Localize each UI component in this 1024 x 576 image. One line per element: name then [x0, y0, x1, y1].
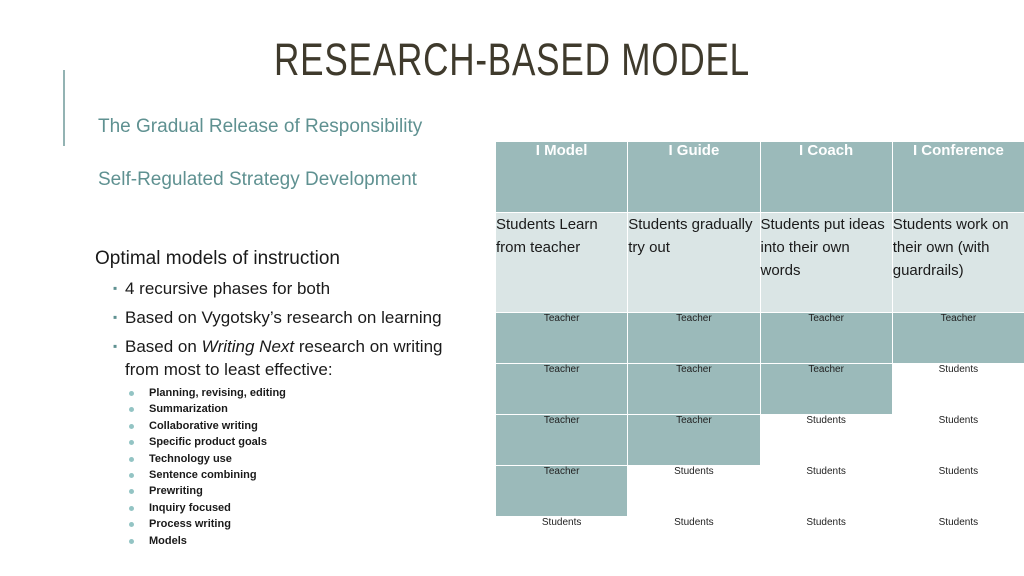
- practice-item: Prewriting: [128, 483, 286, 499]
- column-header: I Guide: [628, 142, 760, 213]
- practice-item: Inquiry focused: [128, 500, 286, 516]
- table-row: [496, 517, 1024, 557]
- responsibility-cell: Students: [760, 466, 892, 517]
- responsibility-cell: Students: [628, 466, 760, 517]
- responsibility-cell: Teacher: [760, 364, 892, 415]
- responsibility-cell: Teacher: [496, 364, 628, 415]
- responsibility-cell: Students: [892, 466, 1024, 517]
- practice-item: Collaborative writing: [128, 418, 286, 434]
- phase-description: Students gradually try out: [628, 213, 760, 313]
- practice-item: Sentence combining: [128, 467, 286, 483]
- subtitle-srsd: Self-Regulated Strategy Development: [98, 169, 417, 190]
- responsibility-cell: Teacher: [628, 364, 760, 415]
- phase-description: Students Learn from teacher: [496, 213, 628, 313]
- phase-description: Students put ideas into their own words: [760, 213, 892, 313]
- practice-item: Technology use: [128, 451, 286, 467]
- table-row: [496, 466, 1024, 517]
- bullet-marker-icon: ▪: [113, 310, 118, 324]
- responsibility-cell: Students: [760, 517, 892, 557]
- practice-item: Specific product goals: [128, 434, 286, 450]
- responsibility-cell: Teacher: [496, 466, 628, 517]
- bullet-marker-icon: ▪: [113, 339, 118, 353]
- table-header-row: [496, 142, 1024, 213]
- practice-item: Models: [128, 533, 286, 549]
- table-row: [496, 313, 1024, 364]
- subtitle-gradual-release: The Gradual Release of Responsibility: [98, 116, 423, 137]
- responsibility-cell: Students: [628, 517, 760, 557]
- bullet-item: ▪ Based on Vygotsky’s research on learning: [113, 308, 442, 327]
- table-row: [496, 364, 1024, 415]
- responsibility-cell: Students: [892, 364, 1024, 415]
- responsibility-cell: Teacher: [892, 313, 1024, 364]
- writing-practices-list: [128, 385, 286, 549]
- responsibility-cell: Students: [760, 415, 892, 466]
- table-description-row: [496, 213, 1024, 313]
- responsibility-cell: Students: [496, 517, 628, 557]
- release-table: [495, 141, 1024, 557]
- column-header: I Coach: [760, 142, 892, 213]
- responsibility-cell: Students: [892, 517, 1024, 557]
- page-title: RESEARCH-BASED MODEL: [274, 34, 750, 85]
- practice-item: Process writing: [128, 516, 286, 532]
- accent-divider: [63, 70, 65, 146]
- phase-description: Students work on their own (with guardrails): [892, 213, 1024, 313]
- responsibility-cell: Teacher: [760, 313, 892, 364]
- responsibility-cell: Teacher: [496, 415, 628, 466]
- practice-item: Summarization: [128, 401, 286, 417]
- practice-item: Planning, revising, editing: [128, 385, 286, 401]
- column-header: I Conference: [892, 142, 1024, 213]
- lead-text: Optimal models of instruction: [95, 248, 340, 269]
- responsibility-cell: Teacher: [628, 415, 760, 466]
- responsibility-cell: Students: [892, 415, 1024, 466]
- bullet-item-writing-next: ▪ Based on Writing Next research on writing from most to least effective:: [113, 337, 443, 379]
- bullet-item: ▪ 4 recursive phases for both: [113, 279, 331, 298]
- table-row: [496, 415, 1024, 466]
- bullet-marker-icon: ▪: [113, 281, 118, 295]
- responsibility-cell: Teacher: [496, 313, 628, 364]
- column-header: I Model: [496, 142, 628, 213]
- responsibility-cell: Teacher: [628, 313, 760, 364]
